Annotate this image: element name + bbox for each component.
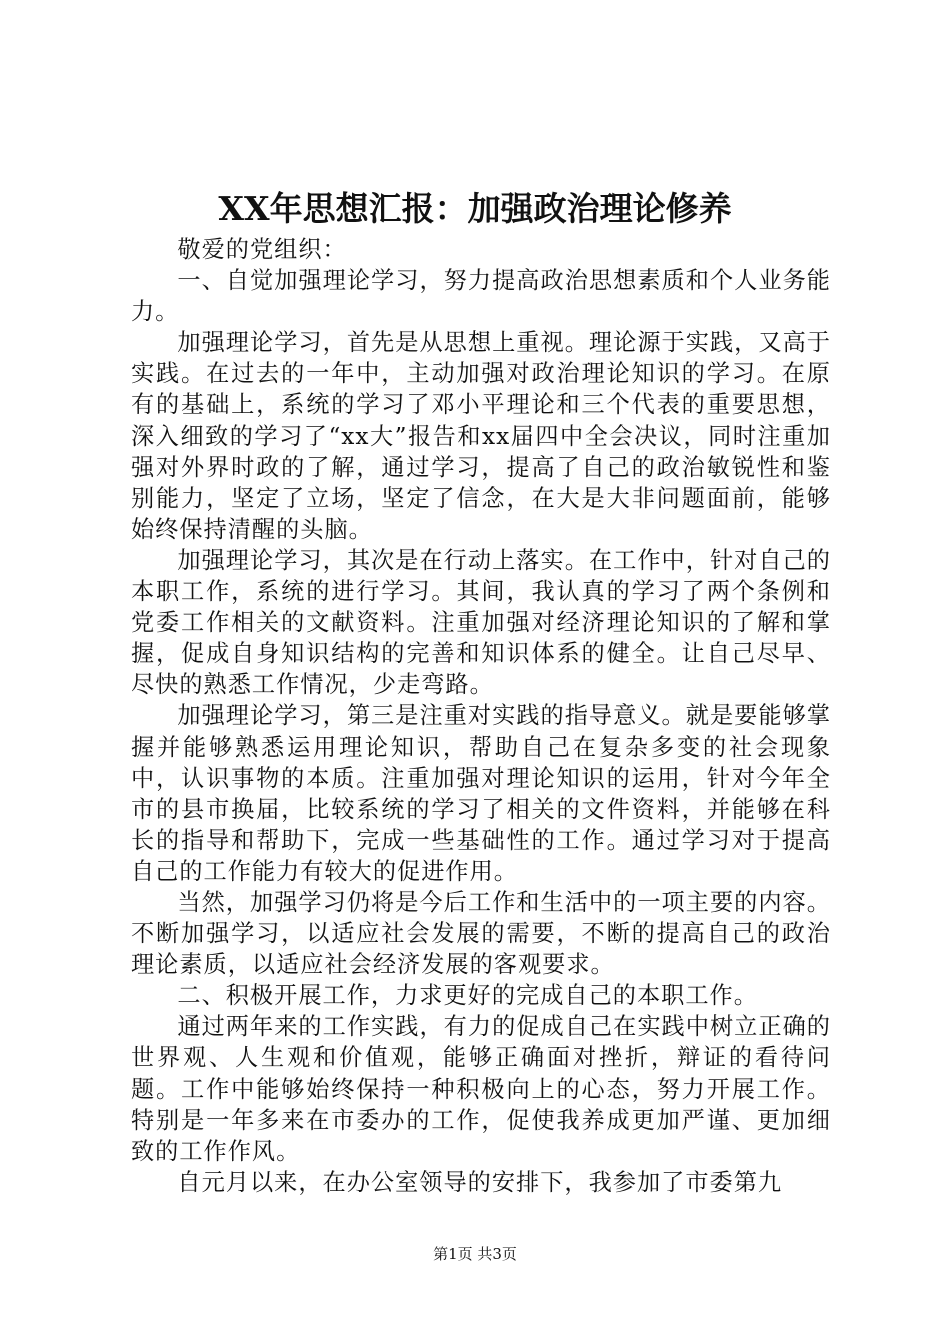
paragraph-1: 一、自觉加强理论学习，努力提高政治思想素质和个人业务能力。: [131, 267, 831, 326]
document-body: [131, 234, 831, 1198]
paragraph-7: 通过两年来的工作实践，有力的促成自己在实践中树立正确的世界观、人生观和价值观，能够正确面对挫折，辩证的看待问题。工作中能够始终保持一种积极向上的心态，努力开展工作。特别是一年多来在市委办的工作，促使我养成更加严谨、更加细致的工作作风。: [131, 1013, 831, 1165]
salutation: 敬爱的党组织：: [177, 236, 347, 263]
page-number-footer: 第1页 共3页: [433, 1245, 517, 1263]
paragraph-6: 二、积极开展工作，力求更好的完成自己的本职工作。: [177, 982, 758, 1010]
paragraph-5: 当然，加强学习仍将是今后工作和生活中的一项主要的内容。不断加强学习，以适应社会发展的需要，不断的提高自己的政治理论素质，以适应社会经济发展的客观要求。: [131, 888, 831, 979]
paragraph-2: 加强理论学习，首先是从思想上重视。理论源于实践，又高于实践。在过去的一年中，主动加强对政治理论知识的学习。在原有的基础上，系统的学习了邓小平理论和三个代表的重要思想，深入细致的学习了“xx大”报告和xx届四中全会决议，同时注重加强对外界时政的了解，通过学习，提高了自己的政治敏锐性和鉴别能力，坚定了立场，坚定了信念，在大是大非问题面前，能够始终保持清醒的头脑。: [131, 329, 831, 543]
paragraph-8: 自元月以来，在办公室领导的安排下，我参加了市委第九: [177, 1168, 783, 1196]
paragraph-4: 加强理论学习，第三是注重对实践的指导意义。就是要能够掌握并能够熟悉运用理论知识，帮助自己在复杂多变的社会现象中，认识事物的本质。注重加强对理论知识的运用，针对今年全市的县市换届，比较系统的学习了相关的文件资料，并能够在科长的指导和帮助下，完成一些基础性的工作。通过学习对于提高自己的工作能力有较大的促进作用。: [131, 702, 831, 885]
paragraph-3: 加强理论学习，其次是在行动上落实。在工作中，针对自己的本职工作，系统的进行学习。其间，我认真的学习了两个条例和党委工作相关的文献资料。注重加强对经济理论知识的了解和掌握，促成自身知识结构的完善和知识体系的健全。让自己尽早、尽快的熟悉工作情况，少走弯路。: [131, 546, 831, 699]
document-title: XX年思想汇报：加强政治理论修养: [218, 189, 732, 228]
